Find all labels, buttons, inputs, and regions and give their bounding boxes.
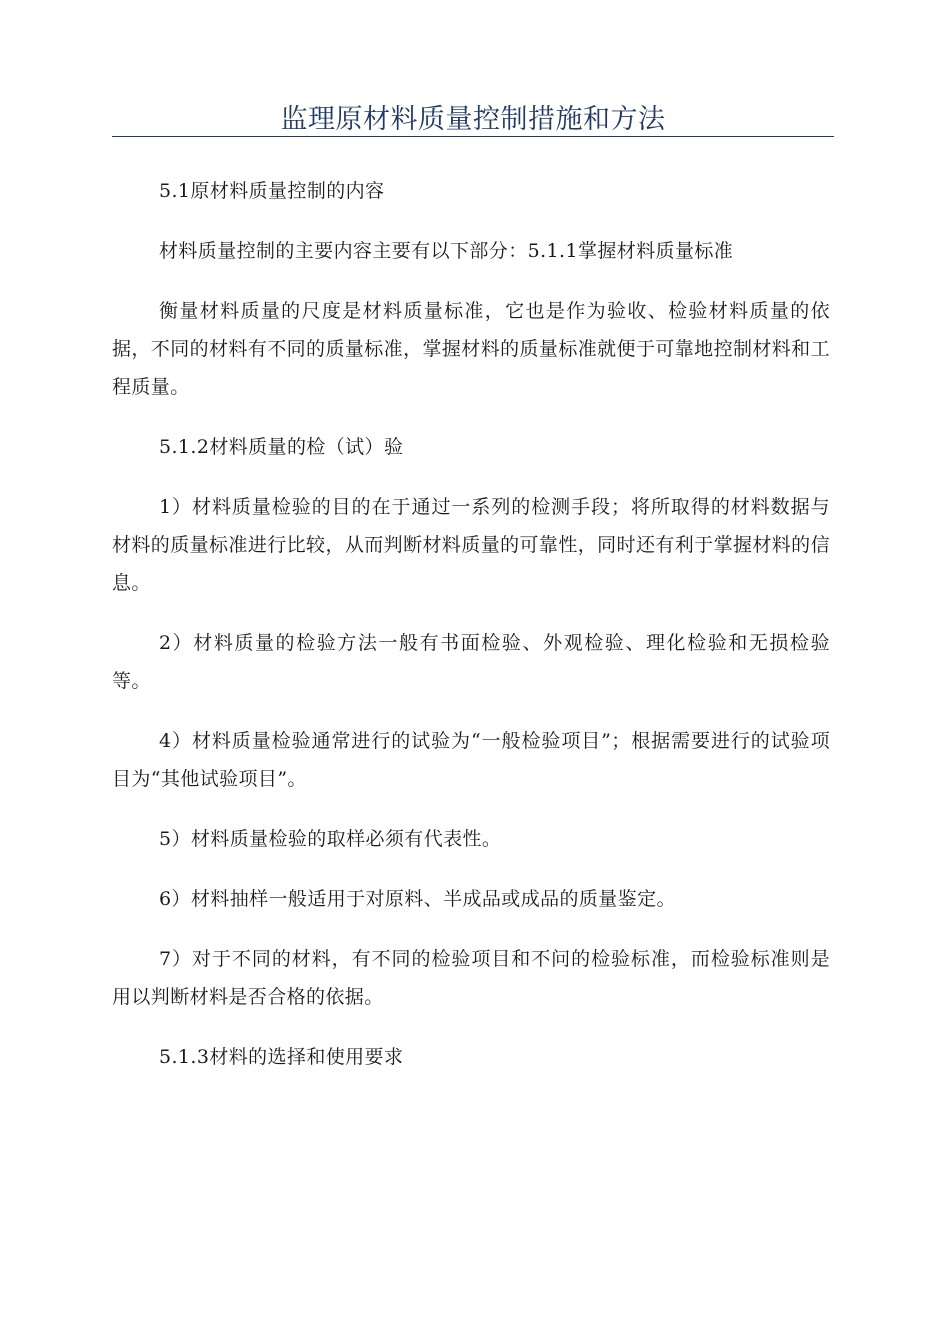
paragraph-standards: 衡量材料质量的尺度是材料质量标准，它也是作为验收、检验材料质量的依据，不同的材料有不同的质量标准，掌握材料的质量标准就便于可靠地控制材料和工程质量。 (112, 300, 830, 398)
list-item-4: 4）材料质量检验通常进行的试验为“一般检验项目”；根据需要进行的试验项目为“其他试验项目”。 (112, 730, 830, 790)
document-title: 监理原材料质量控制措施和方法 (280, 104, 666, 135)
section-heading-5-1: 5.1原材料质量控制的内容 (159, 180, 385, 202)
list-item-5: 5）材料质量检验的取样必须有代表性。 (159, 828, 502, 850)
section-heading-5-1-3: 5.1.3材料的选择和使用要求 (159, 1046, 404, 1068)
list-item-1: 1）材料质量检验的目的在于通过一系列的检测手段；将所取得的材料数据与材料的质量标准进行比较，从而判断材料质量的可靠性，同时还有利于掌握材料的信息。 (112, 496, 830, 594)
document-body (112, 172, 830, 1098)
list-item-7: 7）对于不同的材料，有不同的检验项目和不问的检验标准，而检验标准则是用以判断材料是否合格的依据。 (112, 948, 830, 1008)
list-item-6: 6）材料抽样一般适用于对原料、半成品或成品的质量鉴定。 (159, 888, 676, 910)
paragraph-intro: 材料质量控制的主要内容主要有以下部分：5.1.1掌握材料质量标准 (159, 240, 734, 262)
list-item-2: 2）材料质量的检验方法一般有书面检验、外观检验、理化检验和无损检验等。 (112, 632, 830, 692)
title-underline (112, 136, 834, 137)
section-heading-5-1-2: 5.1.2材料质量的检（试）验 (159, 436, 404, 458)
